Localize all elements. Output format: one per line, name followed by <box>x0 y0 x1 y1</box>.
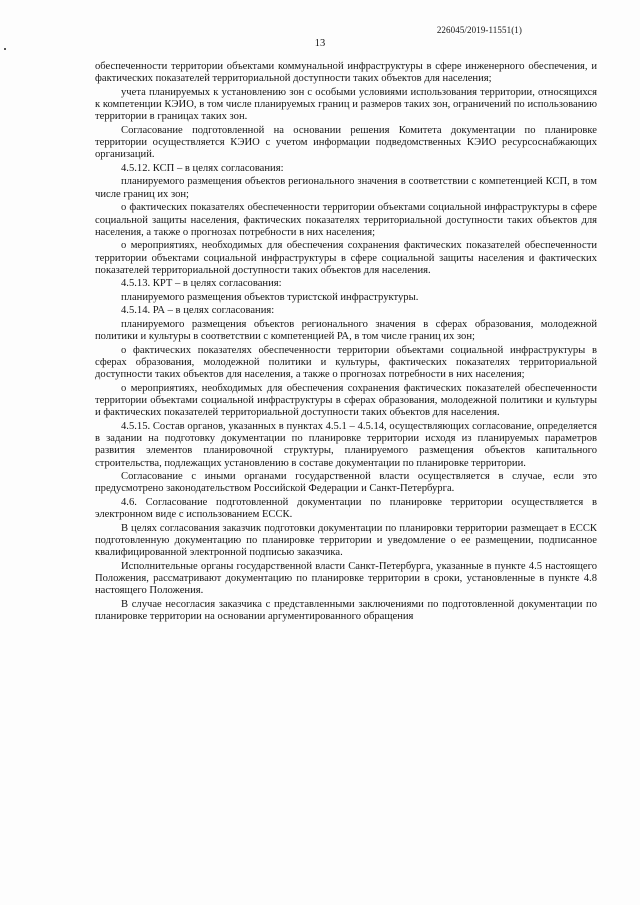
paragraph: В случае несогласия заказчика с представленными заключениями по подготовленной документации по планировке территории на основании аргументированного обращения <box>95 598 597 623</box>
paragraph: 4.6. Согласование подготовленной документации по планировке территории осуществляется в электронном виде с использованием ЕССК. <box>95 496 597 521</box>
paragraph: 4.5.15. Состав органов, указанных в пунктах 4.5.1 – 4.5.14, осуществляющих согласование, определяется в задании на подготовку документации по планировке территории исходя из планируемых параметров развития элементов планировочной структуры, планируемого размещения объектов капитального строительства, подлежащих установлению в составе документации по планировке территории. <box>95 420 597 469</box>
section-heading: 4.5.12. КСП – в целях согласования: <box>121 162 284 174</box>
paragraph: о мероприятиях, необходимых для обеспечения сохранения фактических показателей обеспеченности территории объектами социальной инфраструктуры в сферах образования, молодежной политики и культуры и фактических показателей территориальной доступности таких объектов для населения. <box>95 382 597 419</box>
paragraph: о фактических показателях обеспеченности территории объектами социальной инфраструктуры в сферах образования, молодежной политики и культуры, фактических показателях территориальной доступности таких объектов для населения, а также о прогнозах потребности в них населения; <box>95 344 597 381</box>
paragraph: обеспеченности территории объектами коммунальной инфраструктуры в сфере инженерного обеспечения, и фактических показателей территориальной доступности таких объектов для населения; <box>95 61 597 85</box>
paragraph: о мероприятиях, необходимых для обеспечения сохранения фактических показателей обеспеченности территории объектами социальной инфраструктуры в сфере социальной защиты населения и фактических показателей территориальной доступности таких объектов для населения. <box>95 240 597 276</box>
paragraph: планируемого размещения объектов регионального значения в соответствии с компетенцией КСП, в том числе границ их зон; <box>95 176 597 200</box>
page-number: 13 <box>314 38 326 49</box>
paragraph: В целях согласования заказчик подготовки документации по планировки территории размещает в ЕССК подготовленную документацию по планировке территории и уведомление о ее размещении, подписанное квалифицированной электронной подписью заказчика. <box>95 522 597 559</box>
document-body <box>95 61 597 623</box>
section-heading: 4.5.14. РА – в целях согласования: <box>121 305 275 317</box>
section-heading: 4.5.13. КРТ – в целях согласования: <box>121 278 282 290</box>
paragraph: Согласование с иными органами государственной власти осуществляется в случае, если это предусмотрено законодательством Российской Федерации и Санкт-Петербурга. <box>95 471 597 495</box>
paragraph: планируемого размещения объектов регионального значения в сферах образования, молодежной политики и культуры в соответствии с компетенцией РА, в том числе границ их зон; <box>95 318 597 343</box>
paragraph: о фактических показателях обеспеченности территории объектами социальной инфраструктуры в сфере социальной защиты населения, фактических показателях территориальной доступности таких объектов для населения, а также о прогнозах потребности в них населения; <box>95 202 597 238</box>
paragraph: учета планируемых к установлению зон с особыми условиями использования территории, относящихся к компетенции КЭИО, в том числе планируемых границ и размеров таких зон, ограничений по использованию территории в границах таких зон. <box>95 86 597 123</box>
paragraph: планируемого размещения объектов туристской инфраструктуры. <box>121 291 419 303</box>
paragraph: Согласование подготовленной на основании решения Комитета документации по планировке территории осуществляется КЭИО с учетом информации подведомственных КЭИО ресурсоснабжающих организаций. <box>95 124 597 161</box>
document-id: 226045/2019-11551(1) <box>436 25 522 35</box>
paragraph: Исполнительные органы государственной власти Санкт-Петербурга, указанные в пункте 4.5 настоящего Положения, рассматривают документацию по планировке территории в сроки, установленные в пункте 4.8 настоящего Положения. <box>95 560 597 597</box>
